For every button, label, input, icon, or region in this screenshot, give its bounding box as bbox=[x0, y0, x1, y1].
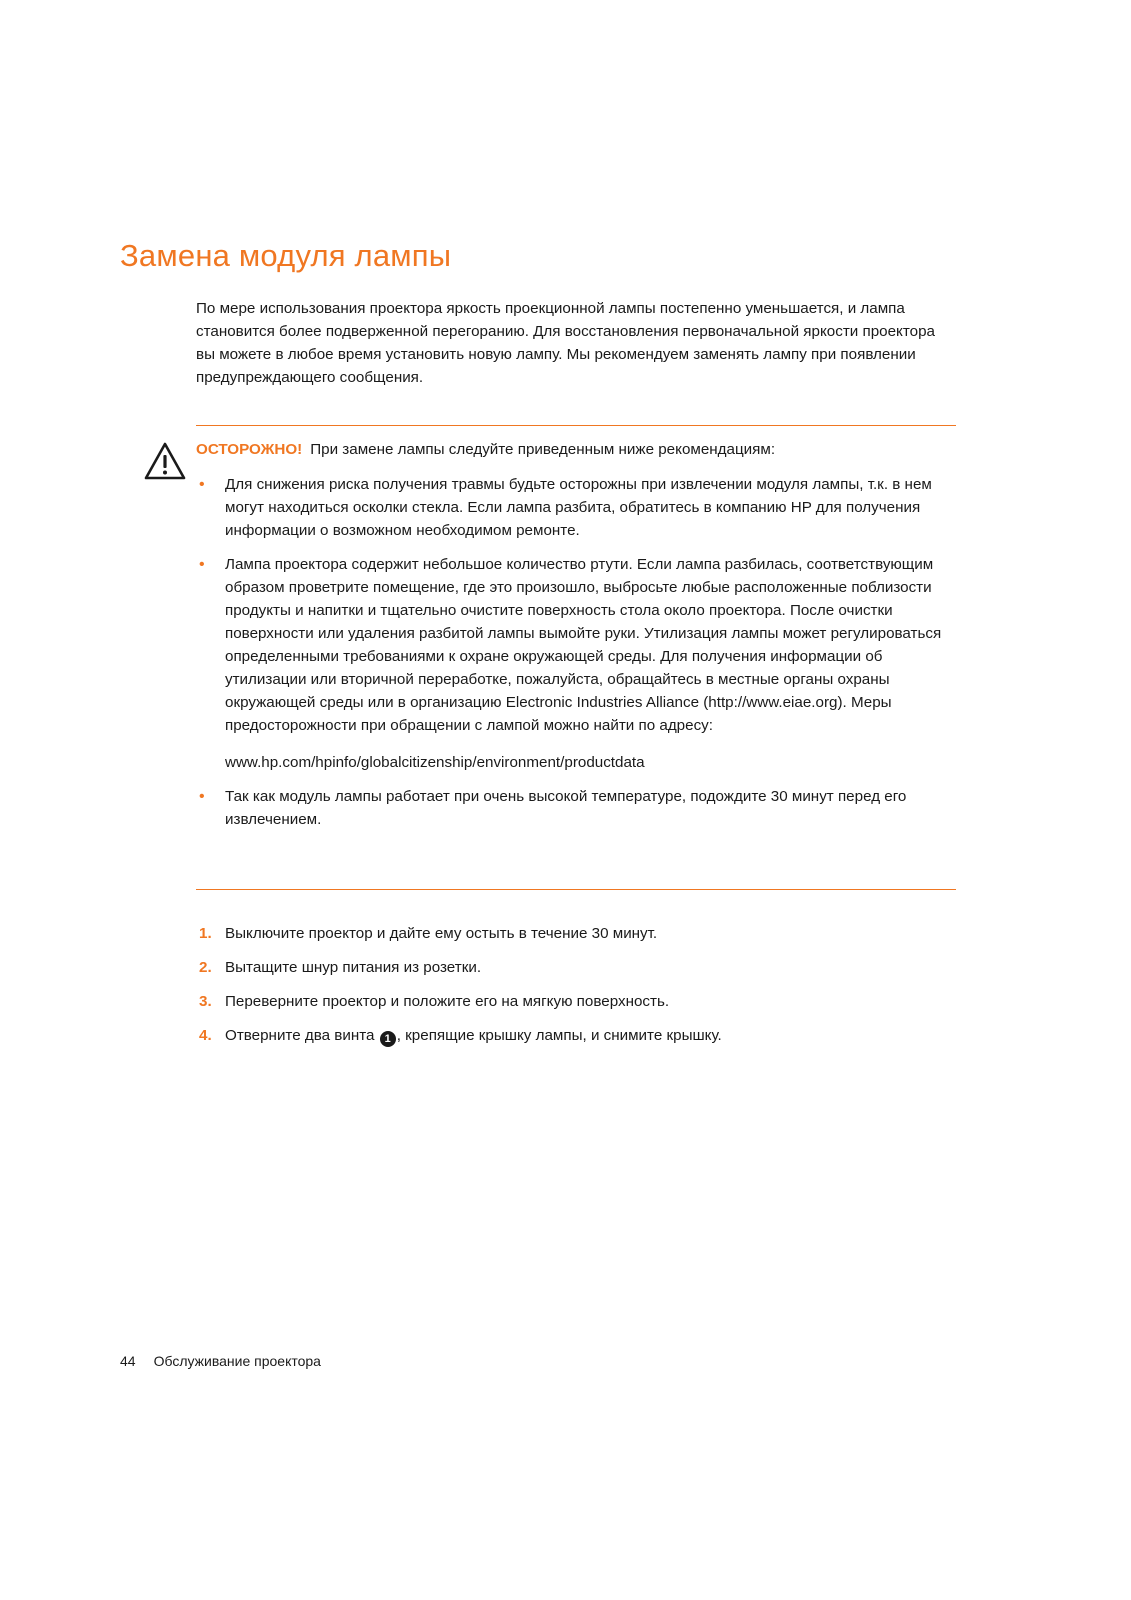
step-number: 3. bbox=[199, 993, 212, 1010]
step-number: 1. bbox=[199, 925, 212, 942]
step-item bbox=[196, 990, 960, 1013]
step-item bbox=[196, 1024, 960, 1047]
step-text-after: , крепящие крышку лампы, и снимите крышку. bbox=[396, 1027, 722, 1044]
caution-text: При замене лампы следуйте приведенным ниже рекомендациям: bbox=[310, 441, 776, 458]
page-number: 44 bbox=[120, 1353, 136, 1369]
bullet-text: Лампа проектора содержит небольшое количество ртути. Если лампа разбилась, соответствующим образом проветрите помещение, где это произошло, выбросьте любые расположенные поблизости продукты и напитки и тщательно очистите поверхность стола около проектора. После очистки поверхности или удаления разбитой лампы вымойте руки. Утилизация лампы может регулироваться определенными требованиями к охране окружающей среды. Для получения информации об утилизации или вторичной переработке, пожалуйста, обращайтесь в местные органы охраны окружающей среды или в организацию Electronic Industries Alliance (http://www.eiae.org). Меры предосторожности при обращении с лампой можно найти по адресу: bbox=[225, 556, 942, 734]
recycling-url: www.hp.com/hpinfo/globalcitizenship/environment/productdata bbox=[225, 754, 645, 771]
bullet-text: Так как модуль лампы работает при очень высокой температуре, подождите 30 минут перед его извлечением. bbox=[225, 788, 907, 828]
bullet-icon: • bbox=[199, 788, 205, 805]
caution-heading bbox=[196, 438, 775, 461]
bullet-icon: • bbox=[199, 556, 205, 573]
caution-bullet-list bbox=[196, 473, 960, 842]
step-text-before: Отверните два винта bbox=[225, 1027, 375, 1044]
caution-bottom-divider bbox=[196, 889, 956, 890]
list-item bbox=[196, 553, 960, 737]
step-item bbox=[196, 922, 960, 945]
intro-paragraph: По мере использования проектора яркость проекционной лампы постепенно уменьшается, и лампа становится более подверженной перегоранию. Для восстановления первоначальной яркости проектора вы можете в любое время установить новую лампу. Мы рекомендуем заменять лампу при появлении предупреждающего сообщения. bbox=[196, 300, 936, 386]
caution-label: ОСТОРОЖНО! bbox=[196, 441, 303, 458]
caution-top-divider bbox=[196, 425, 956, 426]
bullet-text: Для снижения риска получения травмы будьте осторожны при извлечении модуля лампы, т.к. в нем могут находиться осколки стекла. Если лампа разбита, обратитесь в компанию HP для получения информации о возможном необходимом ремонте. bbox=[225, 476, 932, 539]
list-item bbox=[196, 473, 960, 542]
step-number: 4. bbox=[199, 1027, 212, 1044]
warning-triangle-icon bbox=[144, 442, 186, 480]
footer-section: Обслуживание проектора bbox=[153, 1353, 321, 1369]
step-text: Вытащите шнур питания из розетки. bbox=[225, 959, 482, 976]
step-number: 2. bbox=[199, 959, 212, 976]
bullet-icon: • bbox=[199, 476, 205, 493]
step-text: Выключите проектор и дайте ему остыть в течение 30 минут. bbox=[225, 925, 658, 942]
page-footer bbox=[120, 1353, 321, 1369]
procedure-steps bbox=[196, 922, 960, 1058]
step-item bbox=[196, 956, 960, 979]
step-text: Переверните проектор и положите его на мягкую поверхность. bbox=[225, 993, 670, 1010]
list-item bbox=[196, 785, 960, 831]
page-title: Замена модуля лампы bbox=[120, 238, 452, 273]
callout-number-icon: 1 bbox=[380, 1031, 396, 1047]
